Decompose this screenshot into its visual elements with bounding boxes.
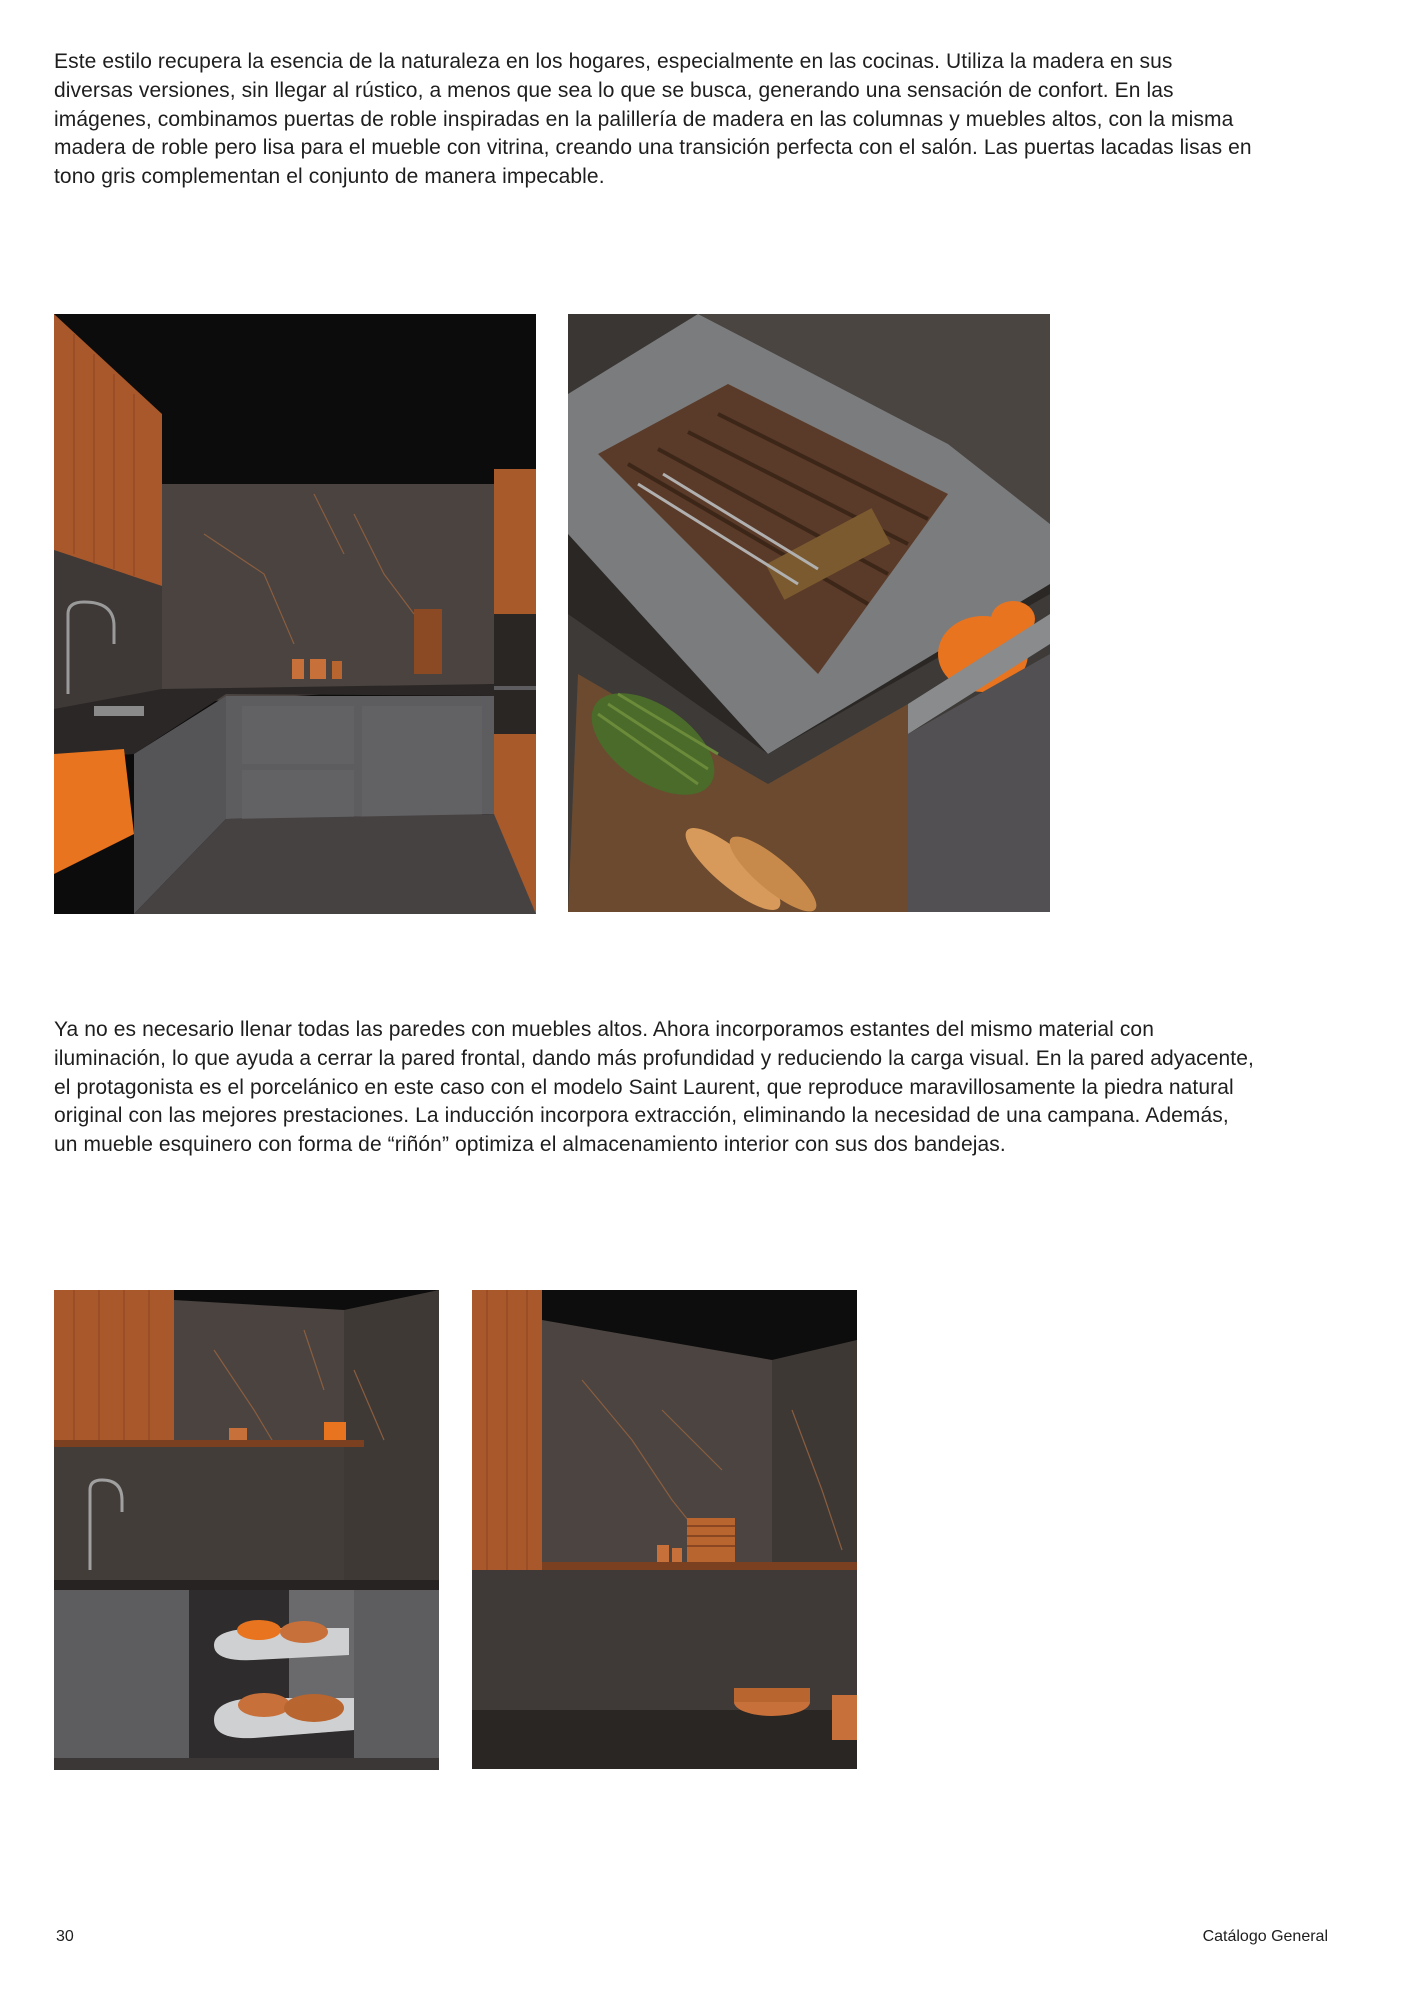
second-paragraph: Ya no es necesario llenar todas las paredes con muebles altos. Ahora incorporamos estantes del mismo material con iluminación, lo que ayuda a cerrar la pared frontal, dando más profundidad y reduciendo la carga visual. En la pared adyacente, el protagonista es el porcelánico en este caso con el modelo Saint Laurent, que reproduce maravillosamente la piedra natural original con las mejores prestaciones. La inducción incorpora extracción, eliminando la necesidad de una campana. Además, un mueble esquinero con forma de “riñón” optimiza el almacenamiento interior con sus dos bandejas. (54, 1018, 1254, 1157)
catalog-name: Catálogo General (1202, 1928, 1328, 1945)
stone-wall-shelf-photo (472, 1290, 857, 1769)
kitchen-overview-photo (54, 314, 536, 914)
corner-cabinet-photo (54, 1290, 439, 1770)
drawer-organizer-photo (568, 314, 1050, 912)
intro-paragraph: Este estilo recupera la esencia de la naturaleza en los hogares, especialmente en las cocinas. Utiliza la madera en sus diversas versiones, sin llegar al rústico, a menos que sea lo que se busca, generando una sensación de confort. En las imágenes, combinamos puertas de roble inspiradas en la palillería de madera en las columnas y muebles altos, con la misma madera de roble pero lisa para el mueble con vitrina, creando una transición perfecta con el salón. Las puertas lacadas lisas en tono gris complementan el conjunto de manera impecable. (54, 50, 1252, 189)
page-number: 30 (56, 1928, 74, 1945)
